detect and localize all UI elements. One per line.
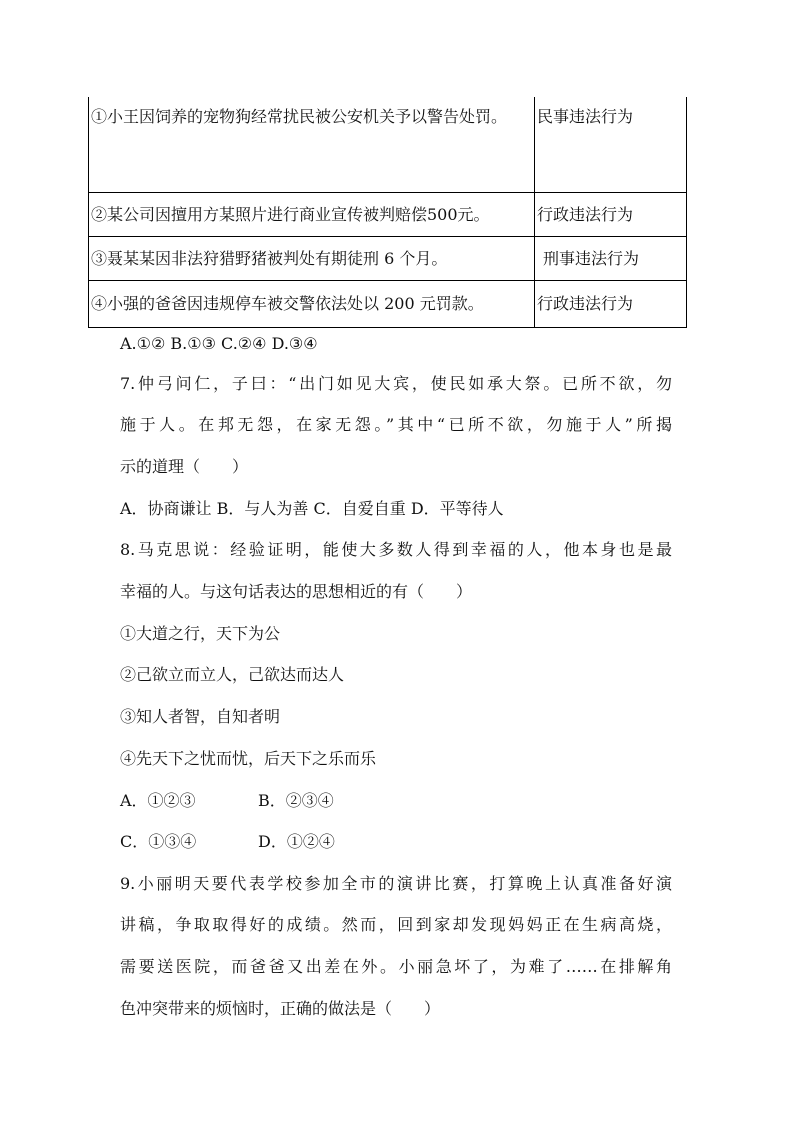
q8-option-a: A．①②③ — [120, 791, 196, 810]
violation-table — [88, 97, 687, 328]
cell-text: ②某公司因擅用方某照片进行商业宣传被判赔偿500元。 — [91, 204, 490, 224]
q8-line-1: 8.马克思说：经验证明，能使大多数人得到幸福的人，他本身也是最 — [120, 540, 672, 559]
q9-line-1: 9.小丽明天要代表学校参加全市的演讲比赛，打算晚上认真准备好演 — [120, 874, 672, 893]
cell-text: 刑事违法行为 — [543, 248, 640, 268]
table-cell-event — [89, 237, 535, 281]
q7-line-2: 施于人。在邦无怨，在家无怨。”其中“已所不欲，勿施于人”所揭 — [120, 415, 672, 434]
q7-line-1: 7.仲弓问仁，子曰：“出门如见大宾，使民如承大祭。已所不欲，勿 — [120, 374, 672, 393]
table-cell-event — [89, 97, 535, 193]
table-row — [89, 281, 687, 328]
q8-line-2: 幸福的人。与这句话表达的思想相近的有（ ） — [120, 582, 473, 601]
q9-line-2: 讲稿，争取取得好的成绩。然而，回到家却发现妈妈正在生病高烧， — [120, 915, 672, 934]
table-cell-type — [535, 97, 687, 193]
cell-text: ③聂某某因非法狩猎野猪被判处有期徒刑 6 个月。 — [91, 248, 448, 268]
table-cell-type — [535, 237, 687, 281]
q8-option-c: C．①③④ — [120, 832, 197, 851]
q8-item-4: ④先天下之忧而忧，后天下之乐而乐 — [120, 749, 377, 768]
table-cell-type — [535, 281, 687, 328]
q6-options: A.①② B.①③ C.②④ D.③④ — [120, 334, 318, 353]
q9-line-3: 需要送医院，而爸爸又出差在外。小丽急坏了，为难了……在排解角 — [120, 957, 672, 976]
q9-line-4: 色冲突带来的烦恼时，正确的做法是（ ） — [120, 999, 441, 1018]
cell-text: 行政违法行为 — [537, 204, 634, 224]
table-row — [89, 193, 687, 237]
cell-text: 行政违法行为 — [537, 294, 634, 313]
table-row — [89, 237, 687, 281]
cell-text: 民事违法行为 — [537, 107, 634, 126]
q7-line-3: 示的道理（ ） — [120, 457, 249, 476]
q8-item-1: ①大道之行，天下为公 — [120, 624, 281, 643]
q7-options: A．协商谦让 B．与人为善 C．自爱自重 D．平等待人 — [120, 499, 504, 518]
q8-option-b: B．②③④ — [258, 791, 334, 810]
q8-item-2: ②己欲立而立人，己欲达而达人 — [120, 665, 345, 684]
table-cell-type — [535, 193, 687, 237]
cell-text: ④小强的爸爸因违规停车被交警依法处以 200 元罚款。 — [91, 294, 484, 313]
table-cell-event — [89, 281, 535, 328]
q8-option-d: D．①②④ — [258, 832, 335, 851]
table-cell-event — [89, 193, 535, 237]
q8-item-3: ③知人者智，自知者明 — [120, 707, 281, 726]
cell-text: ①小王因饲养的宠物狗经常扰民被公安机关予以警告处罚。 — [91, 107, 508, 126]
table-row — [89, 97, 687, 193]
